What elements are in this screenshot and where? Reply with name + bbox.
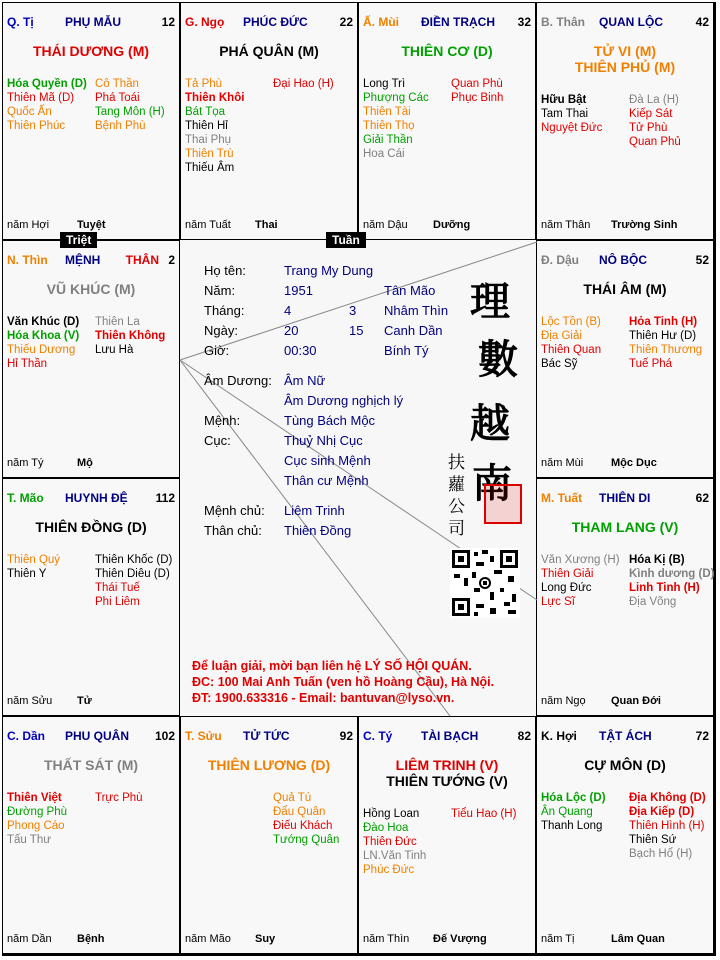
triet-tag: Triệt	[60, 232, 97, 248]
minor-star: Quả Tú	[273, 792, 312, 804]
minor-star: Hồng Loan	[363, 808, 420, 820]
minor-star: Thiên Việt	[7, 792, 62, 804]
palace-age: 72	[695, 729, 709, 743]
minor-star: Thiên Không	[95, 330, 166, 342]
palace-age: 112	[155, 491, 175, 505]
palace-stage: Dưỡng	[433, 219, 471, 231]
menh-chu-value: Liêm Trinh	[284, 503, 345, 518]
palace-stage: Đế Vượng	[433, 933, 487, 945]
calligraphy-char-3: 越	[470, 400, 510, 447]
palace-name: PHÚC ĐỨC	[243, 15, 308, 29]
minor-star: Thiên Thương	[629, 344, 703, 356]
palace-name: HUYNH ĐỆ	[65, 491, 128, 505]
palace-name: PHU QUÂN	[65, 729, 130, 743]
minor-star: Thiếu Âm	[185, 162, 235, 174]
than-marker: THÂN	[125, 253, 159, 267]
minor-star: Thiên Quan	[541, 344, 602, 356]
minor-star: Hỏa Tinh (H)	[629, 316, 698, 328]
palace-year: năm Thìn	[363, 933, 410, 945]
minor-star: Thiên Phúc	[7, 120, 66, 132]
calligraphy-small-3: 公	[448, 497, 465, 517]
palace-stage: Tuyệt	[77, 219, 106, 231]
thang-al: 3	[349, 303, 357, 318]
palace-branch: T. Sửu	[185, 729, 222, 743]
palace-name: ĐIỀN TRẠCH	[421, 15, 495, 29]
minor-star: Hóa Kị (B)	[629, 554, 685, 566]
minor-star: Bác Sỹ	[541, 358, 578, 370]
ho-ten-value: Trang My Dung	[284, 263, 374, 278]
palace-age: 92	[339, 729, 353, 743]
contact-line-3: ĐT: 1900.633316 - Email: bantuvan@lyso.vn.	[192, 691, 455, 705]
than-chu-value: Thiên Đồng	[284, 523, 352, 538]
tuan-tag: Tuần	[326, 232, 366, 248]
minor-star: Địa Võng	[629, 596, 677, 608]
minor-star: Tấu Thư	[7, 834, 51, 846]
minor-star: LN.Văn Tinh	[363, 850, 427, 862]
palace-stage: Trường Sinh	[611, 219, 678, 231]
palace-year: năm Tý	[7, 457, 44, 469]
minor-star: Hỉ Thần	[7, 358, 48, 370]
minor-star: Văn Xương (H)	[541, 554, 620, 566]
cuc-value: Thuỷ Nhị Cục	[284, 433, 363, 448]
palace-age: 2	[168, 253, 175, 267]
calligraphy-char-4: 南	[472, 460, 512, 507]
minor-star: Thiếu Dương	[7, 344, 76, 356]
palace-name: NÔ BỘC	[599, 253, 647, 267]
palace-year: năm Tuất	[185, 219, 231, 231]
gio-can: Bính Tý	[384, 343, 429, 358]
minor-star: Thiên Sứ	[629, 834, 677, 846]
main-star: CỰ MÔN (D)	[584, 757, 666, 773]
palace-year: năm Tị	[541, 933, 575, 945]
palace-year: năm Sửu	[7, 695, 53, 707]
minor-star: Thai Phụ	[185, 134, 232, 146]
minor-star: Điếu Khách	[273, 820, 333, 832]
palace-age: 32	[517, 15, 531, 29]
palace-name: THIÊN DI	[599, 491, 651, 505]
minor-star: Địa Kiếp (D)	[629, 806, 695, 818]
palace-name: TỬ TỨC	[243, 729, 290, 743]
main-star: TỬ VI (M)	[593, 43, 657, 59]
menh-value: Tùng Bách Mộc	[284, 413, 376, 428]
palace-year: năm Mùi	[541, 457, 584, 469]
ngay-label: Ngày:	[204, 323, 238, 338]
main-star: THẤT SÁT (M)	[43, 757, 139, 773]
palace-branch: C. Dần	[7, 729, 46, 743]
palace-stage: Bệnh	[77, 933, 105, 945]
palace-name: MỆNH	[65, 253, 101, 267]
palace-branch: M. Tuất	[541, 491, 583, 505]
minor-star: Tử Phù	[629, 122, 668, 134]
palace-year: năm Dậu	[363, 219, 408, 231]
minor-star: Đà La (H)	[629, 94, 679, 106]
minor-star: Thiên Hư (D)	[629, 330, 697, 342]
minor-star: Tiểu Hao (H)	[451, 808, 517, 820]
thang-value: 4	[284, 303, 292, 318]
minor-star: Thiên Khôi	[185, 92, 245, 104]
minor-star: Ân Quang	[541, 806, 593, 818]
minor-star: Thái Tuế	[95, 582, 140, 594]
minor-star: Bệnh Phù	[95, 120, 146, 132]
minor-star: Văn Khúc (D)	[7, 316, 80, 328]
minor-star: Phá Toái	[95, 92, 140, 104]
main-star: VŨ KHÚC (M)	[46, 281, 136, 297]
calligraphy-small-4: 司	[448, 519, 465, 539]
minor-star: Hóa Khoa (V)	[7, 330, 80, 342]
am-duong-value: Âm Nữ	[284, 373, 326, 388]
minor-star: Giải Thần	[363, 134, 413, 146]
palace-branch: T. Mão	[7, 491, 44, 505]
palace-name: PHỤ MẪU	[65, 15, 121, 29]
contact-line-1: Để luận giải, mời bạn liên hệ LÝ SỐ HỘI QUÁN.	[192, 659, 472, 673]
am-duong-value2: Âm Dương nghịch lý	[284, 393, 404, 408]
palace-age: 52	[695, 253, 709, 267]
main-star: THÁI ÂM (M)	[583, 281, 667, 297]
minor-star: Hóa Lộc (D)	[541, 792, 606, 804]
menh-chu-label: Mệnh chủ:	[204, 503, 265, 518]
main-star: THIÊN ĐỒNG (D)	[35, 519, 147, 535]
minor-star: Đào Hoa	[363, 822, 409, 834]
palace-stage: Mộ	[77, 457, 93, 469]
palace-branch: G. Ngọ	[185, 15, 225, 29]
main-star: THAM LANG (V)	[571, 519, 679, 535]
minor-star: Địa Không (D)	[629, 792, 706, 804]
minor-star: Phúc Đức	[363, 864, 415, 876]
minor-star: Trực Phù	[95, 792, 143, 804]
minor-star: Thanh Long	[541, 820, 603, 832]
menh-label: Mệnh:	[204, 413, 241, 428]
main-star: THIÊN PHỦ (M)	[574, 59, 676, 75]
minor-star: Phượng Các	[363, 92, 429, 104]
main-star: THIÊN CƠ (D)	[401, 43, 493, 59]
minor-star: Tang Môn (H)	[95, 106, 165, 118]
minor-star: Tả Phù	[185, 78, 223, 90]
minor-star: Lưu Hà	[95, 344, 134, 356]
minor-star: Lộc Tồn (B)	[541, 316, 601, 328]
minor-star: Thiên Quý	[7, 554, 61, 566]
minor-star: Thiên La	[95, 316, 140, 328]
palace-age: 62	[695, 491, 709, 505]
minor-star: Hóa Quyền (D)	[7, 78, 87, 90]
palace-branch: K. Hợi	[541, 729, 577, 743]
palace-stage: Lâm Quan	[611, 933, 665, 945]
contact-line-2: ĐC: 100 Mai Anh Tuấn (ven hồ Hoàng Cầu), Hà Nội.	[192, 675, 495, 689]
qr-code-icon	[450, 548, 520, 618]
minor-star: Thiên Hình (H)	[629, 820, 705, 832]
calligraphy-char-2: 數	[478, 336, 518, 383]
palace-year: năm Mão	[185, 933, 231, 945]
palace-branch: N. Thìn	[7, 253, 48, 267]
minor-star: Long Đức	[541, 582, 592, 594]
palace-age: 102	[154, 729, 175, 743]
nam-value: 1951	[284, 283, 313, 298]
palace-stage: Suy	[255, 933, 276, 945]
minor-star: Kình dương (D)	[629, 568, 715, 580]
minor-star: Linh Tinh (H)	[629, 582, 700, 594]
nam-can: Tân Mão	[384, 283, 436, 298]
minor-star: Long Trì	[363, 78, 406, 90]
minor-star: Tuế Phá	[629, 358, 673, 370]
main-star: THIÊN LƯƠNG (D)	[207, 757, 331, 773]
minor-star: Quan Phù	[451, 78, 503, 90]
minor-star: Đại Hao (H)	[273, 78, 334, 90]
palace-year: năm Ngọ	[541, 695, 586, 707]
ngay-al: 15	[349, 323, 364, 338]
ho-ten-label: Họ tên:	[204, 263, 246, 278]
minor-star: Thiên Hỉ	[185, 120, 228, 132]
thang-can: Nhâm Thìn	[384, 303, 449, 318]
palace-age: 22	[339, 15, 353, 29]
minor-star: Thiên Khốc (D)	[95, 554, 173, 566]
minor-star: Phục Binh	[451, 92, 504, 104]
palace-branch: Q. Tị	[7, 15, 34, 29]
minor-star: Thiên Y	[7, 568, 47, 580]
main-star: PHÁ QUÂN (M)	[219, 43, 319, 59]
minor-star: Bát Tọa	[185, 106, 226, 118]
main-star: LIÊM TRINH (V)	[395, 757, 499, 773]
ngay-can: Canh Dần	[384, 323, 443, 338]
minor-star: Hoa Cái	[363, 148, 405, 160]
minor-star: Bạch Hổ (H)	[629, 848, 693, 860]
palace-age: 42	[695, 15, 709, 29]
palace-branch: Ấ. Mùi	[363, 15, 399, 29]
minor-star: Hữu Bật	[541, 94, 587, 106]
main-star: THÁI DƯƠNG (M)	[32, 43, 150, 59]
cuc-value2: Cục sinh Mệnh	[284, 453, 371, 468]
minor-star: Đường Phù	[7, 806, 67, 818]
cuc-value3: Thân cư Mệnh	[284, 473, 369, 488]
minor-star: Phong Cáo	[7, 820, 65, 832]
palace-stage: Tử	[77, 695, 92, 707]
minor-star: Quan Phủ	[629, 136, 681, 148]
palace-year: năm Hợi	[7, 219, 50, 231]
nam-label: Năm:	[204, 283, 236, 298]
palace-year: năm Thân	[541, 219, 591, 231]
ngay-value: 20	[284, 323, 299, 338]
am-duong-label: Âm Dương:	[204, 373, 272, 388]
palace-name: TẬT ÁCH	[599, 729, 652, 743]
gio-label: Giờ:	[204, 343, 230, 358]
than-chu-label: Thân chủ:	[204, 523, 262, 538]
minor-star: Thiên Mã (D)	[7, 92, 75, 104]
gio-value: 00:30	[284, 343, 317, 358]
minor-star: Kiếp Sát	[629, 108, 673, 120]
minor-star: Quốc Ấn	[7, 106, 52, 118]
minor-star: Địa Giải	[541, 330, 582, 342]
palace-year: năm Dần	[7, 933, 52, 945]
cuc-label: Cục:	[204, 433, 231, 448]
palace-age: 12	[161, 15, 175, 29]
minor-star: Cô Thần	[95, 78, 139, 90]
main-star: THIÊN TƯỚNG (V)	[386, 773, 508, 789]
minor-star: Lực Sĩ	[541, 596, 575, 608]
minor-star: Thiên Giải	[541, 568, 594, 580]
palace-stage: Quan Đới	[611, 695, 661, 707]
palace-stage: Mộc Dục	[611, 457, 657, 469]
minor-star: Thiên Thọ	[363, 120, 415, 132]
palace-name: QUAN LỘC	[599, 15, 663, 29]
minor-star: Tam Thai	[541, 108, 589, 120]
palace-age: 82	[517, 729, 531, 743]
minor-star: Thiên Trù	[185, 148, 234, 160]
palace-name: TÀI BẠCH	[421, 729, 479, 743]
calligraphy-small-2: 蘿	[448, 475, 465, 495]
minor-star: Thiên Diêu (D)	[95, 568, 170, 580]
calligraphy-char-1: 理	[470, 278, 510, 325]
minor-star: Thiên Tài	[363, 106, 411, 118]
minor-star: Đẩu Quân	[273, 806, 326, 818]
red-seal-icon	[484, 484, 522, 524]
palace-stage: Thai	[255, 219, 278, 231]
palace-branch: Đ. Dậu	[541, 253, 580, 267]
palace-branch: C. Tý	[363, 729, 393, 743]
palace-branch: B. Thân	[541, 15, 585, 29]
minor-star: Phi Liêm	[95, 596, 140, 608]
thang-label: Tháng:	[204, 303, 245, 318]
minor-star: Thiên Đức	[363, 836, 417, 848]
minor-star: Nguyệt Đức	[541, 122, 603, 134]
calligraphy-small-1: 扶	[448, 453, 465, 473]
minor-star: Tướng Quân	[273, 834, 340, 846]
